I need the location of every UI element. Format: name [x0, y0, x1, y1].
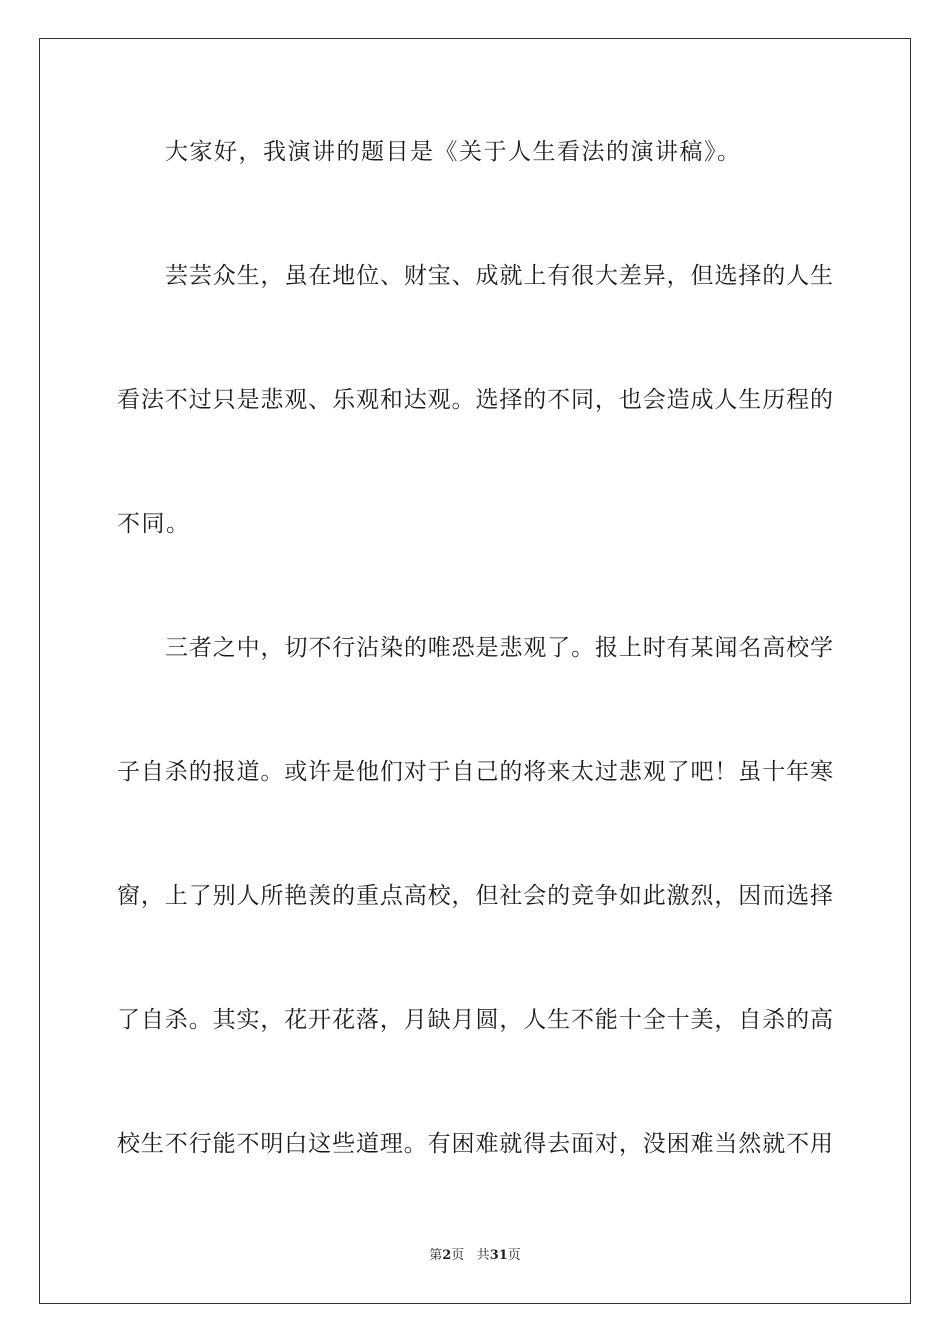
page-border — [39, 38, 911, 1304]
paragraph-3-line-4: 了自杀。其实，花开花落，月缺月圆，人生不能十全十美，自杀的高 — [117, 1007, 833, 1033]
paragraph-3-line-3: 窗，上了别人所艳羡的重点高校，但社会的竞争如此激烈，因而选择 — [117, 883, 833, 909]
total-pages: 31 — [489, 1248, 508, 1263]
paragraph-3-line-5: 校生不行能不明白这些道理。有困难就得去面对，没困难当然就不用 — [117, 1131, 833, 1157]
total-suffix: 页 — [507, 1248, 521, 1263]
paragraph-3-line-2: 子自杀的报道。或许是他们对于自己的将来太过悲观了吧！虽十年寒 — [117, 759, 833, 785]
paragraph-3-line-1: 三者之中，切不行沾染的唯恐是悲观了。报上时有某闻名高校学 — [165, 635, 833, 661]
page-footer — [0, 1247, 950, 1265]
paragraph-2-line-3: 不同。 — [117, 511, 191, 537]
page-suffix: 页 — [451, 1248, 465, 1263]
total-prefix: 共 — [476, 1248, 490, 1263]
page-number: 2 — [442, 1248, 452, 1263]
page-prefix: 第 — [429, 1248, 443, 1263]
paragraph-2-line-1: 芸芸众生，虽在地位、财宝、成就上有很大差异，但选择的人生 — [165, 263, 833, 289]
paragraph-2-line-2: 看法不过只是悲观、乐观和达观。选择的不同，也会造成人生历程的 — [117, 387, 833, 413]
paragraph-1-line-1: 大家好，我演讲的题目是《关于人生看法的演讲稿》。 — [165, 139, 742, 165]
